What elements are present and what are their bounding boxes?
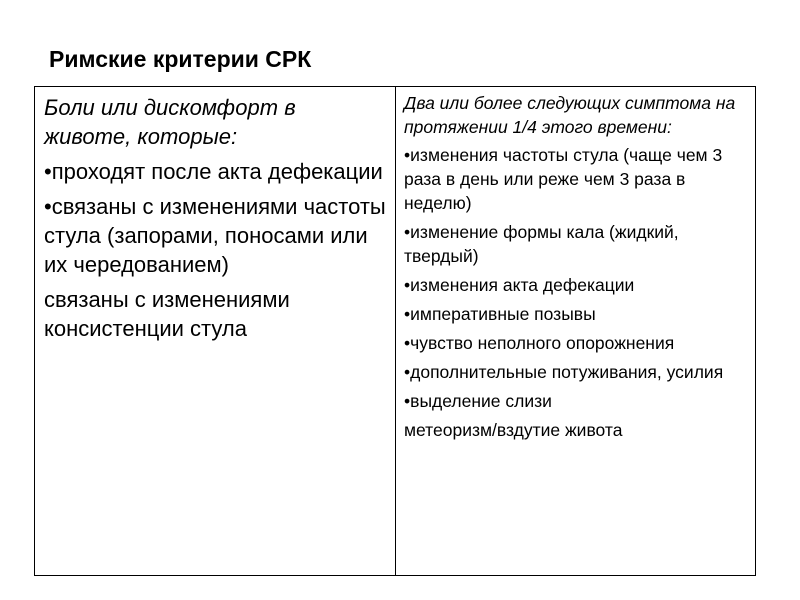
bullet-mark: • [404,275,411,295]
bullet-mark: • [404,362,411,382]
right-intro: Два или более следующих симптома на протяжении 1/4 этого времени: [404,93,736,137]
right-item-text: изменения акта дефекации [410,275,635,295]
bullet-mark: • [404,333,411,353]
slide-title: Римские критерии СРК [49,46,312,72]
left-item [44,285,389,343]
right-item [404,273,749,297]
right-item-text: изменения частоты стула (чаще чем 3 раза в день или реже чем 3 раза в неделю) [404,145,723,213]
right-item-text: императивные позывы [410,304,596,324]
left-cell [35,87,396,576]
right-item-text: дополнительные потуживания, усилия [410,362,724,382]
left-item [44,192,389,279]
right-item [404,143,749,215]
left-item [44,157,389,186]
left-item-text: проходят после акта дефекации [51,159,383,184]
right-item-text: изменение формы кала (жидкий, твердый) [404,222,679,266]
right-item-text: выделение слизи [410,391,552,411]
right-item [404,331,749,355]
right-item [404,302,749,326]
criteria-table [34,86,756,576]
right-item [404,360,749,384]
right-item [404,389,749,413]
right-item-text: метеоризм/вздутие живота [404,420,623,440]
right-item [404,418,749,442]
right-item-text: чувство неполного опорожнения [410,333,675,353]
bullet-mark: • [44,159,52,184]
bullet-mark: • [44,194,52,219]
bullet-mark: • [404,222,411,242]
left-item-text: связаны с изменениями консистенции стула [44,287,290,341]
left-intro: Боли или дискомфорт в животе, которые: [44,95,296,149]
right-item [404,220,749,268]
bullet-mark: • [404,304,411,324]
criteria-table-row [35,87,756,576]
left-item-text: связаны с изменениями частоты стула (запорами, поносами или их чередованием) [44,194,386,277]
bullet-mark: • [404,391,411,411]
bullet-mark: • [404,145,411,165]
right-cell [396,87,756,576]
